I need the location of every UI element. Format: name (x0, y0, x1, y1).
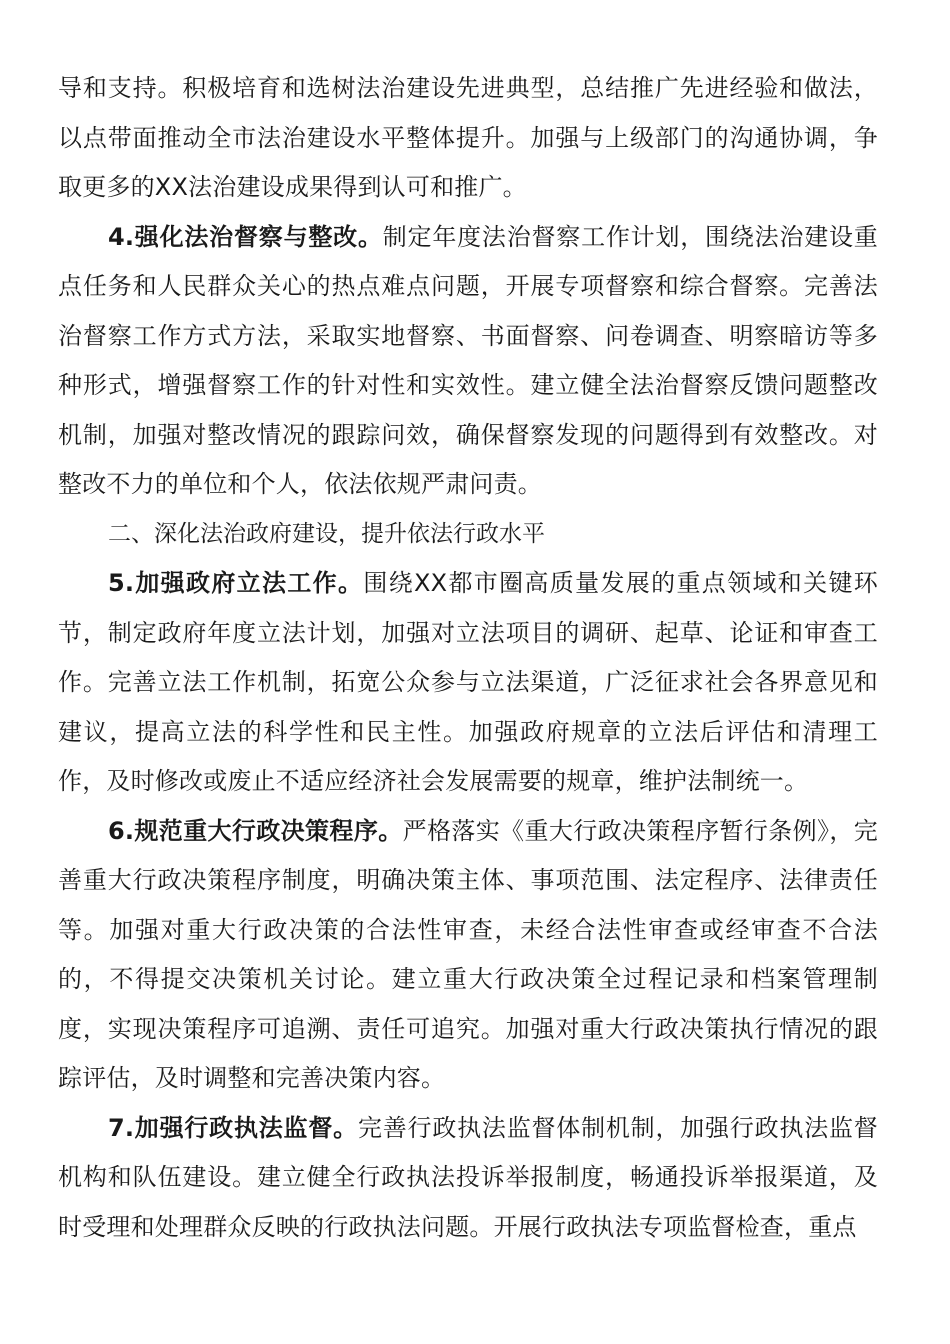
paragraph-body: 完善行政执法监督体制机制，加强行政执法监督机构和队伍建设。建立健全行政执法投诉举报制度，畅通投诉举报渠道，及时受理和处理群众反映的行政执法问题。开展行政执法专项监督检查，重点 (58, 1113, 878, 1241)
paragraph-item-6 (58, 807, 878, 1104)
paragraph-continuation (58, 64, 878, 213)
item-heading: 5.加强政府立法工作。 (108, 569, 364, 597)
section-heading-2 (58, 510, 878, 560)
item-heading: 7.加强行政执法监督。 (108, 1113, 358, 1142)
paragraph-body: 制定年度法治督察工作计划，围绕法治建设重点任务和人民群众关心的热点难点问题，开展专项督察和综合督察。完善法治督察工作方式方法，采取实地督察、书面督察、问卷调查、明察暗访等多种形式，增强督察工作的针对性和实效性。建立健全法治督察反馈问题整改机制，加强对整改情况的跟踪问效，确保督察发现的问题得到有效整改。对整改不力的单位和个人，依法依规严肃问责。 (58, 222, 879, 498)
paragraph-item-7 (58, 1104, 878, 1253)
item-heading: 4.强化法治督察与整改。 (108, 222, 383, 251)
item-heading: 6.规范重大行政决策程序。 (108, 816, 403, 845)
paragraph-body: 围绕XX都市圈高质量发展的重点领域和关键环节，制定政府年度立法计划，加强对立法项目的调研、起草、论证和审查工作。完善立法工作机制，拓宽公众参与立法渠道，广泛征求社会各界意见和建议，提高立法的科学性和民主性。加强政府规章的立法后评估和清理工作，及时修改或废止不适应经济社会发展需要的规章，维护法制统一。 (58, 569, 878, 795)
paragraph-body: 导和支持。积极培育和选树法治建设先进典型，总结推广先进经验和做法，以点带面推动全市法治建设水平整体提升。加强与上级部门的沟通协调，争取更多的XX法治建设成果得到认可和推广。 (58, 74, 878, 201)
document-page (58, 64, 878, 1252)
paragraph-item-4 (58, 213, 878, 510)
paragraph-item-5 (58, 559, 878, 807)
paragraph-body: 严格落实《重大行政决策程序暂行条例》，完善重大行政决策程序制度，明确决策主体、事项范围、法定程序、法律责任等。加强对重大行政决策的合法性审查，未经合法性审查或经审查不合法的，不得提交决策机关讨论。建立重大行政决策全过程记录和档案管理制度，实现决策程序可追溯、责任可追究。加强对重大行政决策执行情况的跟踪评估，及时调整和完善决策内容。 (58, 816, 878, 1092)
section-title: 二、深化法治政府建设，提升依法行政水平 (108, 520, 545, 547)
